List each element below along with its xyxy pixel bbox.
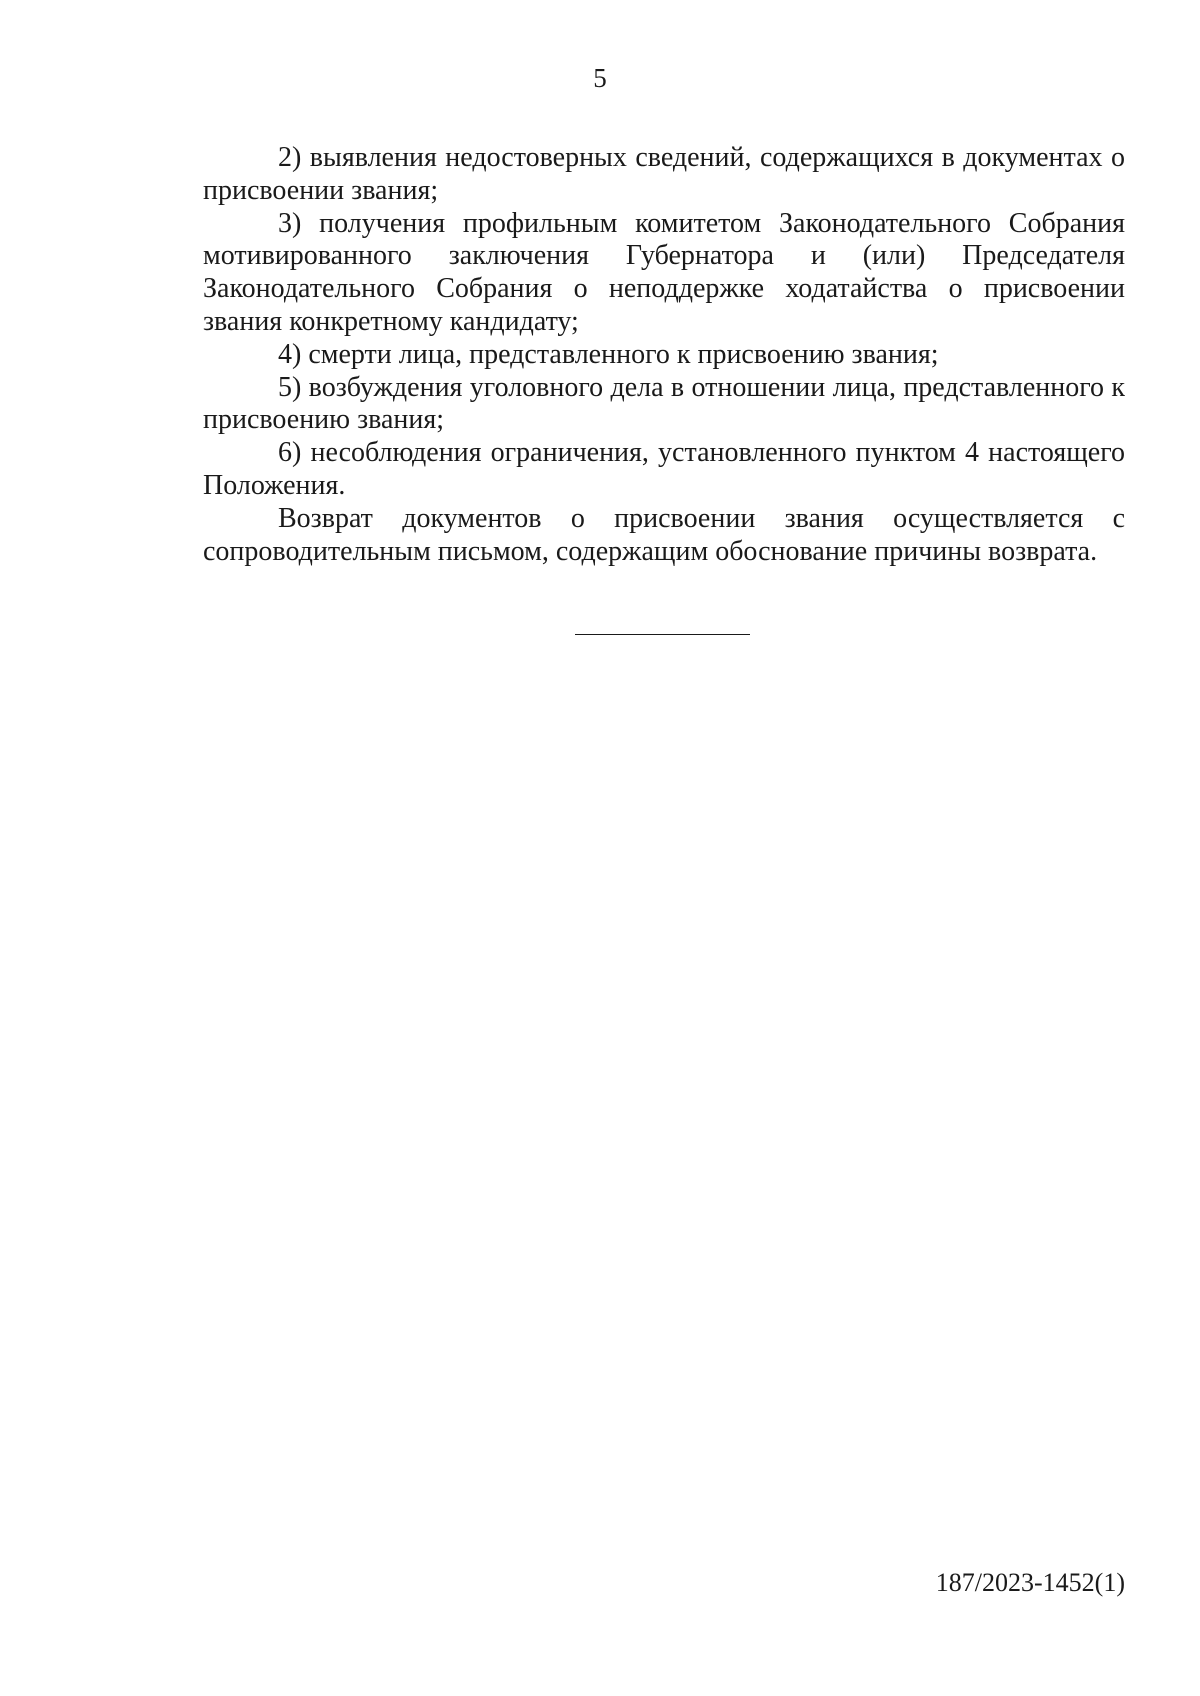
list-item-4: 4) смерти лица, представленного к присвоению звания;: [278, 338, 939, 370]
document-code: 187/2023-1452(1): [935, 1568, 1125, 1597]
end-separator-line: [575, 634, 750, 635]
list-item-2: 2) выявления недостоверных сведений, содержащихся в документах о присвоении звания;: [203, 142, 1125, 206]
list-item-6: 6) несоблюдения ограничения, установленного пунктом 4 настоящего Положения.: [203, 437, 1125, 501]
list-item-5: 5) возбуждения уголовного дела в отношении лица, представленного к присвоению звания;: [203, 371, 1125, 436]
document-body: [203, 142, 1125, 568]
closing-paragraph: Возврат документов о присвоении звания осуществляется с сопроводительным письмом, содержащим обоснование причины возврата.: [203, 502, 1125, 567]
page-number: 5: [593, 63, 607, 93]
list-item-3: 3) получения профильным комитетом Законодательного Собрания мотивированного заключения Губернатора и (или) Председателя Законодательного Собрания о неподдержке ходатайства о присвоении звания конкретному кандидату;: [203, 207, 1125, 337]
